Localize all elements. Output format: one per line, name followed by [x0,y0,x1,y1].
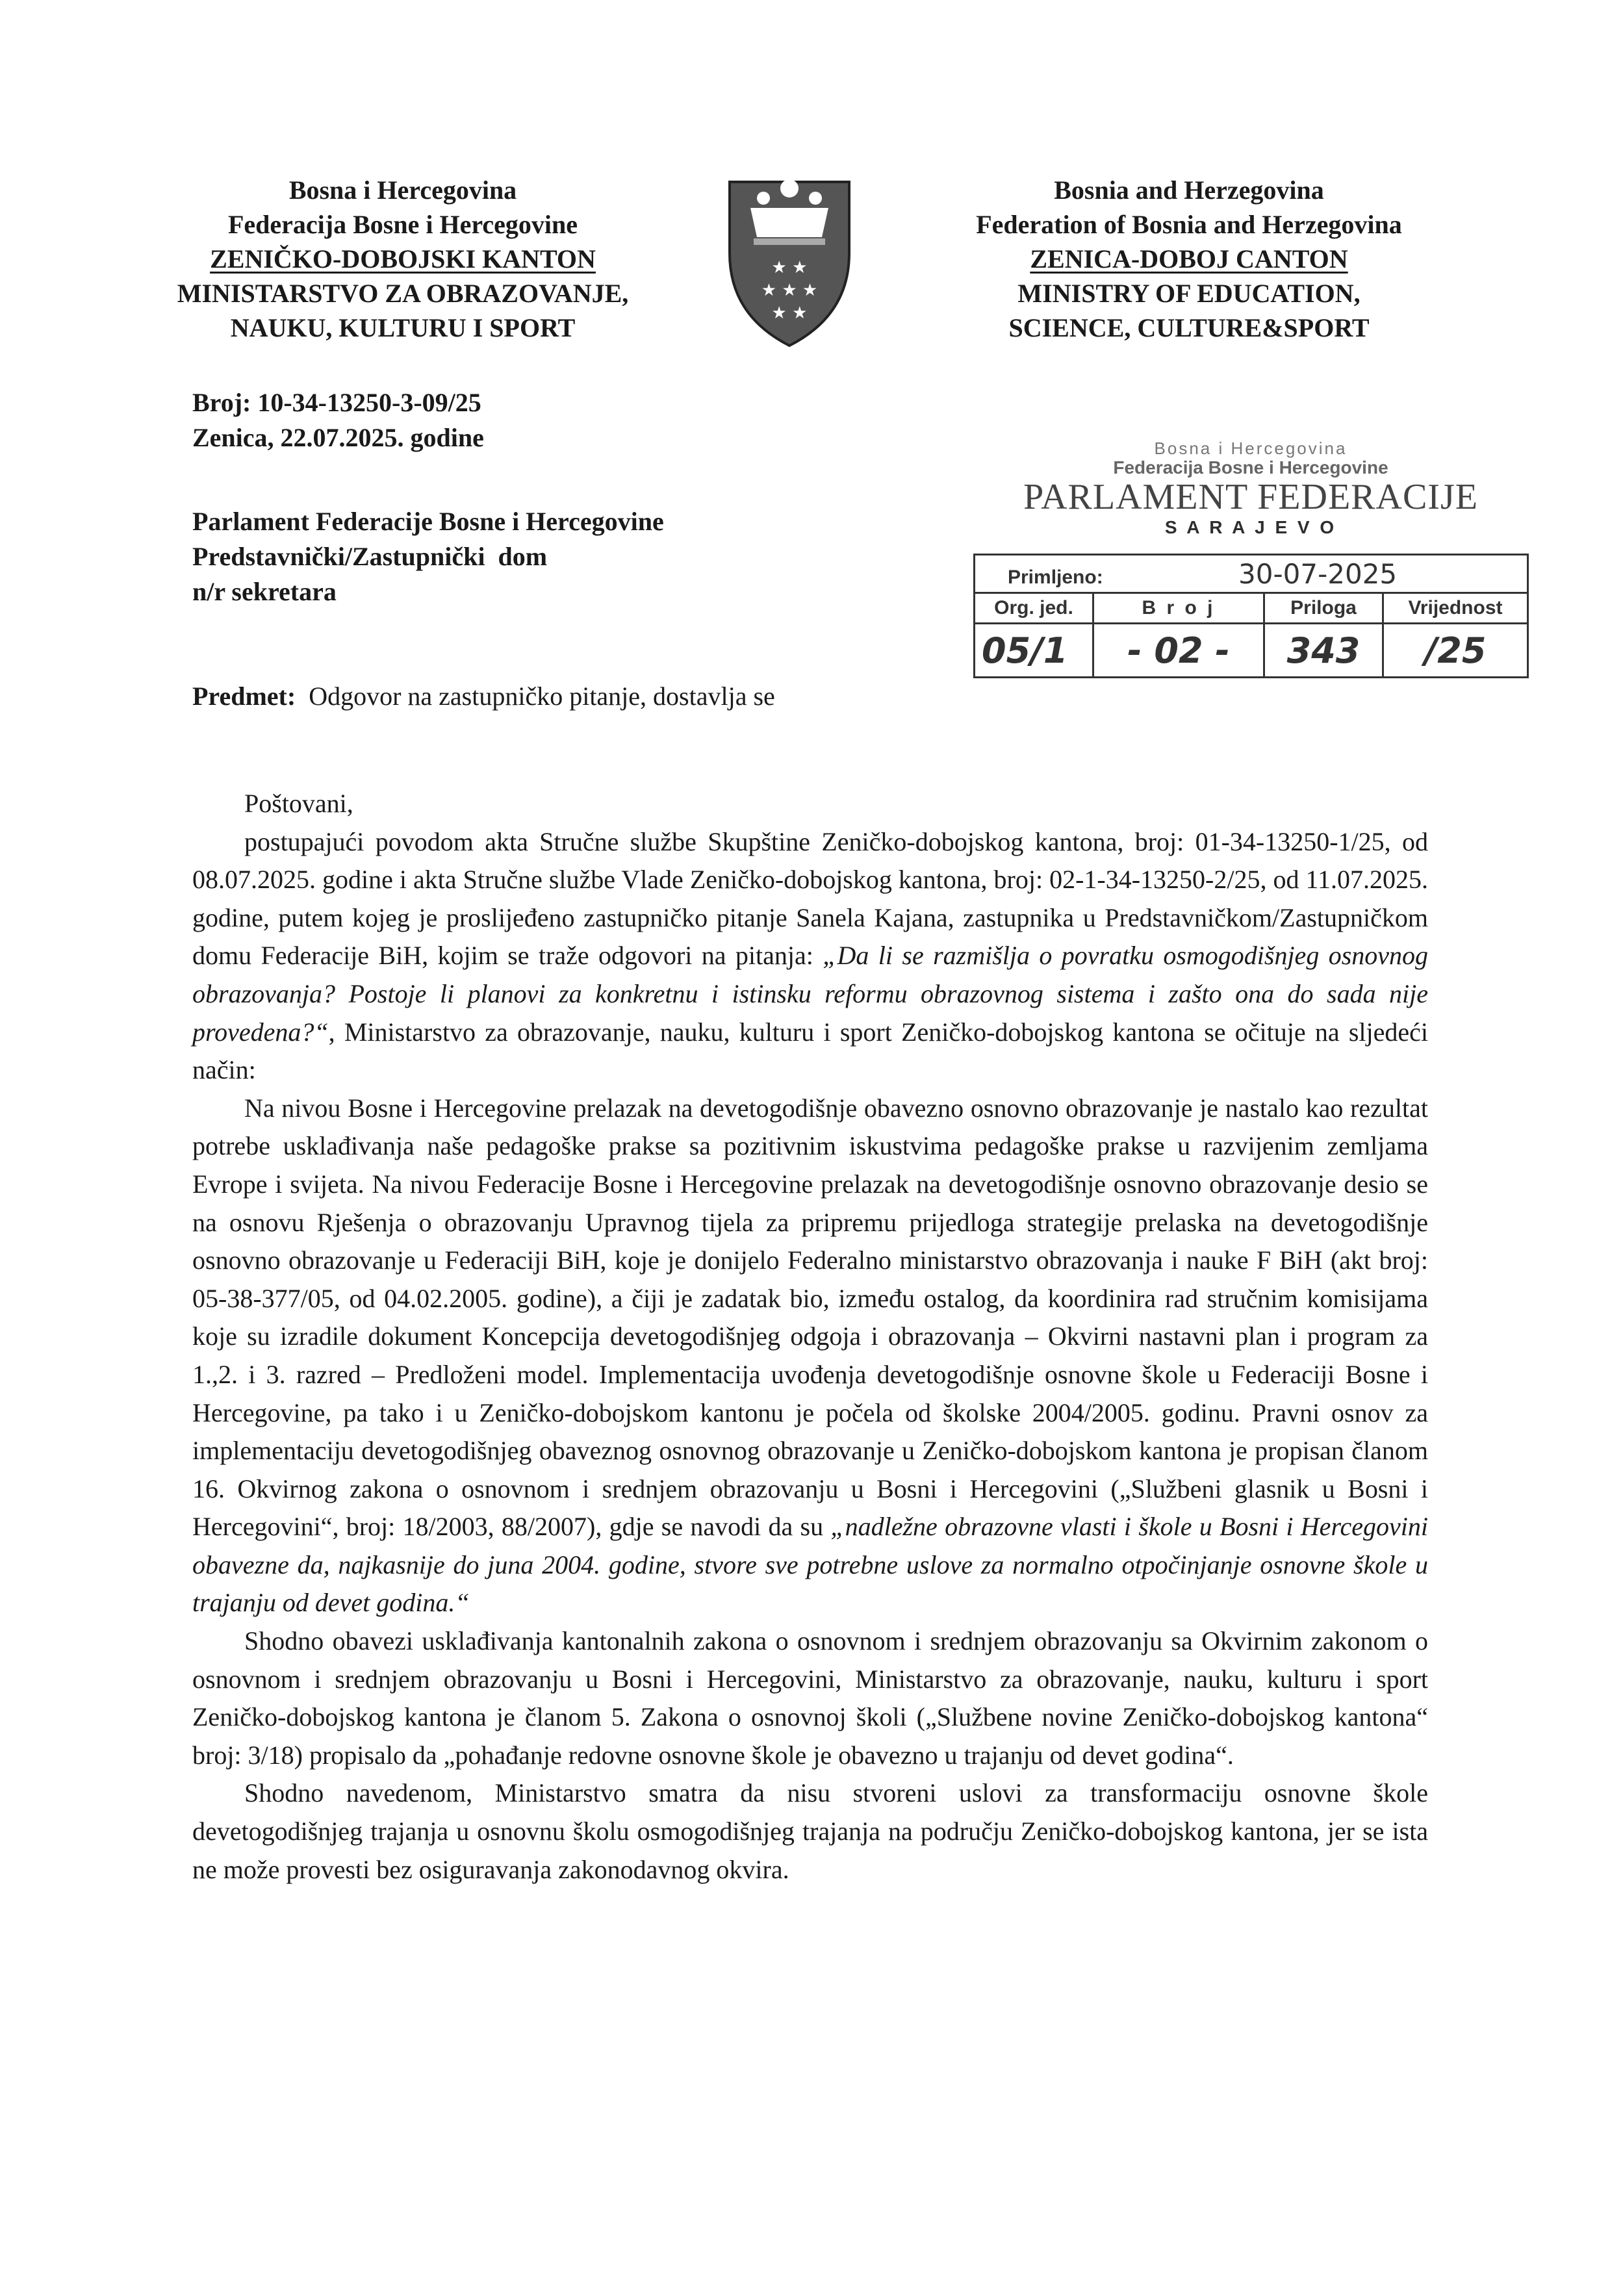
stamp-col-org: Org. jed. [975,593,1093,624]
paragraph-1-text: postupajući povodom akta Stručne službe Skupštine Zeničko-dobojskog kantona, broj: 01-34-13250-1/25, od 08.07.2025. godine i akta Stručne službe Vlade Zeničko-dobojskog kantona, broj: 02-1-34-13250-2/25, od 11.07.2025. godine, putem kojeg je proslijeđeno zastupničko pitanje Sanela Kajana, zastupnika u Predstavničkom/Zastupničkom domu Federacije BiH, kojim se traže odgovori na pitanja: [192,826,1428,971]
header-left-canton: ZENIČKO-DOBOJSKI KANTON [210,244,596,274]
header-right-ministry: MINISTRY OF EDUCATION, [1017,279,1361,308]
svg-text:★ ★: ★ ★ [771,258,808,277]
header-left-ministry-2: NAUKU, KULTURU I SPORT [230,313,576,342]
stamp-received-date: 30-07-2025 [1238,557,1398,590]
header-right-canton: ZENICA-DOBOJ CANTON [1030,244,1348,274]
header-right-federation: Federation of Bosnia and Herzegovina [976,210,1402,239]
letter-body [192,785,1428,1889]
stamp-received-label: Primljeno: [1008,566,1103,588]
header-left-ministry: MINISTARSTVO ZA OBRAZOVANJE, [177,279,629,308]
svg-text:★ ★: ★ ★ [771,303,808,323]
svg-text:★ ★ ★: ★ ★ ★ [761,281,818,300]
stamp-col-attachments: Priloga [1264,593,1383,624]
stamp-val-org: 05/1 [975,624,1093,678]
recipient-line-1: Parlament Federacije Bosne i Hercegovine [192,507,664,536]
subject-text: Odgovor na zastupničko pitanje, dostavlja se [309,682,775,711]
header-left [130,173,676,345]
received-stamp [975,439,1527,539]
stamp-parliament: PARLAMENT FEDERACIJE [1023,477,1478,517]
paragraph-1-quote: „Da li se razmišlja o povratku osmogodišnjeg osnovnog obrazovanja? Postoje li planovi za konkretnu i istinsku reformu obrazovnog sistema i zašto ona do sada nije provedena?“ [192,941,1429,1047]
stamp-col-value: Vrijednost [1383,593,1528,624]
header-left-federation: Federacija Bosne i Hercegovine [227,210,578,239]
paragraph-3: Shodno obavezi usklađivanja kantonalnih zakona o osnovnom i srednjem obrazovanju sa Okvirnim zakonom o osnovnom i srednjem obrazovanju u Bosni i Hercegovini, Ministarstvo za obrazovanje, nauku, kulturu i sport Zeničko-dobojskog kantona je članom 5. Zakona o osnovnoj školi („Službene novine Zeničko-dobojskog kantona“ broj: 3/18) propisalo da „pohađanje redovne osnovne škole je obavezno u trajanju od devet godina“. [192,1626,1428,1770]
document-date: Zenica, 22.07.2025. godine [192,423,484,452]
stamp-col-number: B r o j [1093,593,1264,624]
recipient-block [192,504,842,609]
paragraph-2-quote: „nadležne obrazovne vlasti i škole u Bosni i Hercegovini obavezne da, najkasnije do juna 2004. godine, stvore sve potrebne uslove za normalno otpočinjanje osnovne škole u trajanju od devet godina.“ [192,1512,1429,1618]
coat-of-arms-icon [724,169,854,348]
stamp-federation: Federacija Bosne i Hercegovine [1113,457,1388,478]
document-meta [192,385,777,455]
paragraph-4: Shodno navedenom, Ministarstvo smatra da nisu stvoreni uslovi za transformaciju osnovne škole devetogodišnjeg trajanja u osnovnu školu osmogodišnjeg trajanja na području Zeničko-dobojskog kantona, jer se ista ne može provesti bez osiguravanja zakonodavnog okvira. [192,1778,1428,1884]
recipient-line-3: n/r sekretara [192,577,337,606]
paragraph-1-tail: , Ministarstvo za obrazovanje, nauku, kulturu i sport Zeničko-dobojskog kantona se očituje na sljedeći način: [192,1017,1428,1085]
header-right-ministry-2: SCIENCE, CULTURE&SPORT [1008,313,1370,342]
stamp-val-attachments: 343 [1264,624,1383,678]
document-number: Broj: 10-34-13250-3-09/25 [192,388,481,417]
greeting: Poštovani, [244,789,353,818]
subject-label: Predmet: [192,682,296,711]
header-right-country: Bosnia and Herzegovina [1054,175,1324,205]
stamp-country: Bosna i Hercegovina [1154,439,1348,458]
recipient-line-2: Predstavnički/Zastupnički dom [192,542,548,571]
header-right [923,173,1455,345]
stamp-city: S A R A J E V O [1164,517,1337,537]
stamp-registry-table [973,554,1529,678]
stamp-val-number: - 02 - [1093,624,1264,678]
paragraph-1 [192,823,1428,1090]
stamp-val-value: /25 [1383,624,1528,678]
paragraph-2 [192,1090,1428,1622]
stamp-received-row [975,555,1528,593]
paragraph-2-text: Na nivou Bosne i Hercegovine prelazak na devetogodišnje obavezno osnovno obrazovanje je nastalo kao rezultat potrebe usklađivanja naše pedagoške prakse sa pozitivnim iskustvima pedagoške prakse u razvijenim zemljama Evrope i svijeta. Na nivou Federacije Bosne i Hercegovine prelazak na devetogodišnje osnovno obrazovanje desio se na osnovu Rješenja o obrazovanju Upravnog tijela za pripremu prijedloga strategije prelaska na devetogodišnje osnovno obrazovanje u Federaciji BiH, koje je donijelo Federalno ministarstvo obrazovanja i nauke F BiH (akt broj: 05-38-377/05, od 04.02.2005. godine), a čiji je zadatak bio, između ostalog, da koordinira rad stručnim komisijama koje su izradile dokument Koncepcija devetogodišnjeg odgoja i obrazovanja – Okvirni nastavni plan i program za 1.,2. i 3. razred – Predloženi model. Implementacija uvođenja devetogodišnje osnovne škole u Federaciji Bosne i Hercegovine, pa tako i u Zeničko-dobojskom kantonu je počela od školske 2004/2005. godinu. Pravni osnov za implementaciju devetogodišnjeg obaveznog osnovnog obrazovanje u Zeničko-dobojskom kantona je propisan članom 16. Okvirnog zakona o osnovnom i srednjem obrazovanju u Bosni i Hercegovini („Službeni glasnik u Bosni i Hercegovini“, broj: 18/2003, 88/2007), gdje se navodi da su [192,1093,1428,1542]
subject-line [192,681,972,711]
header-left-country: Bosna i Hercegovina [288,175,517,205]
